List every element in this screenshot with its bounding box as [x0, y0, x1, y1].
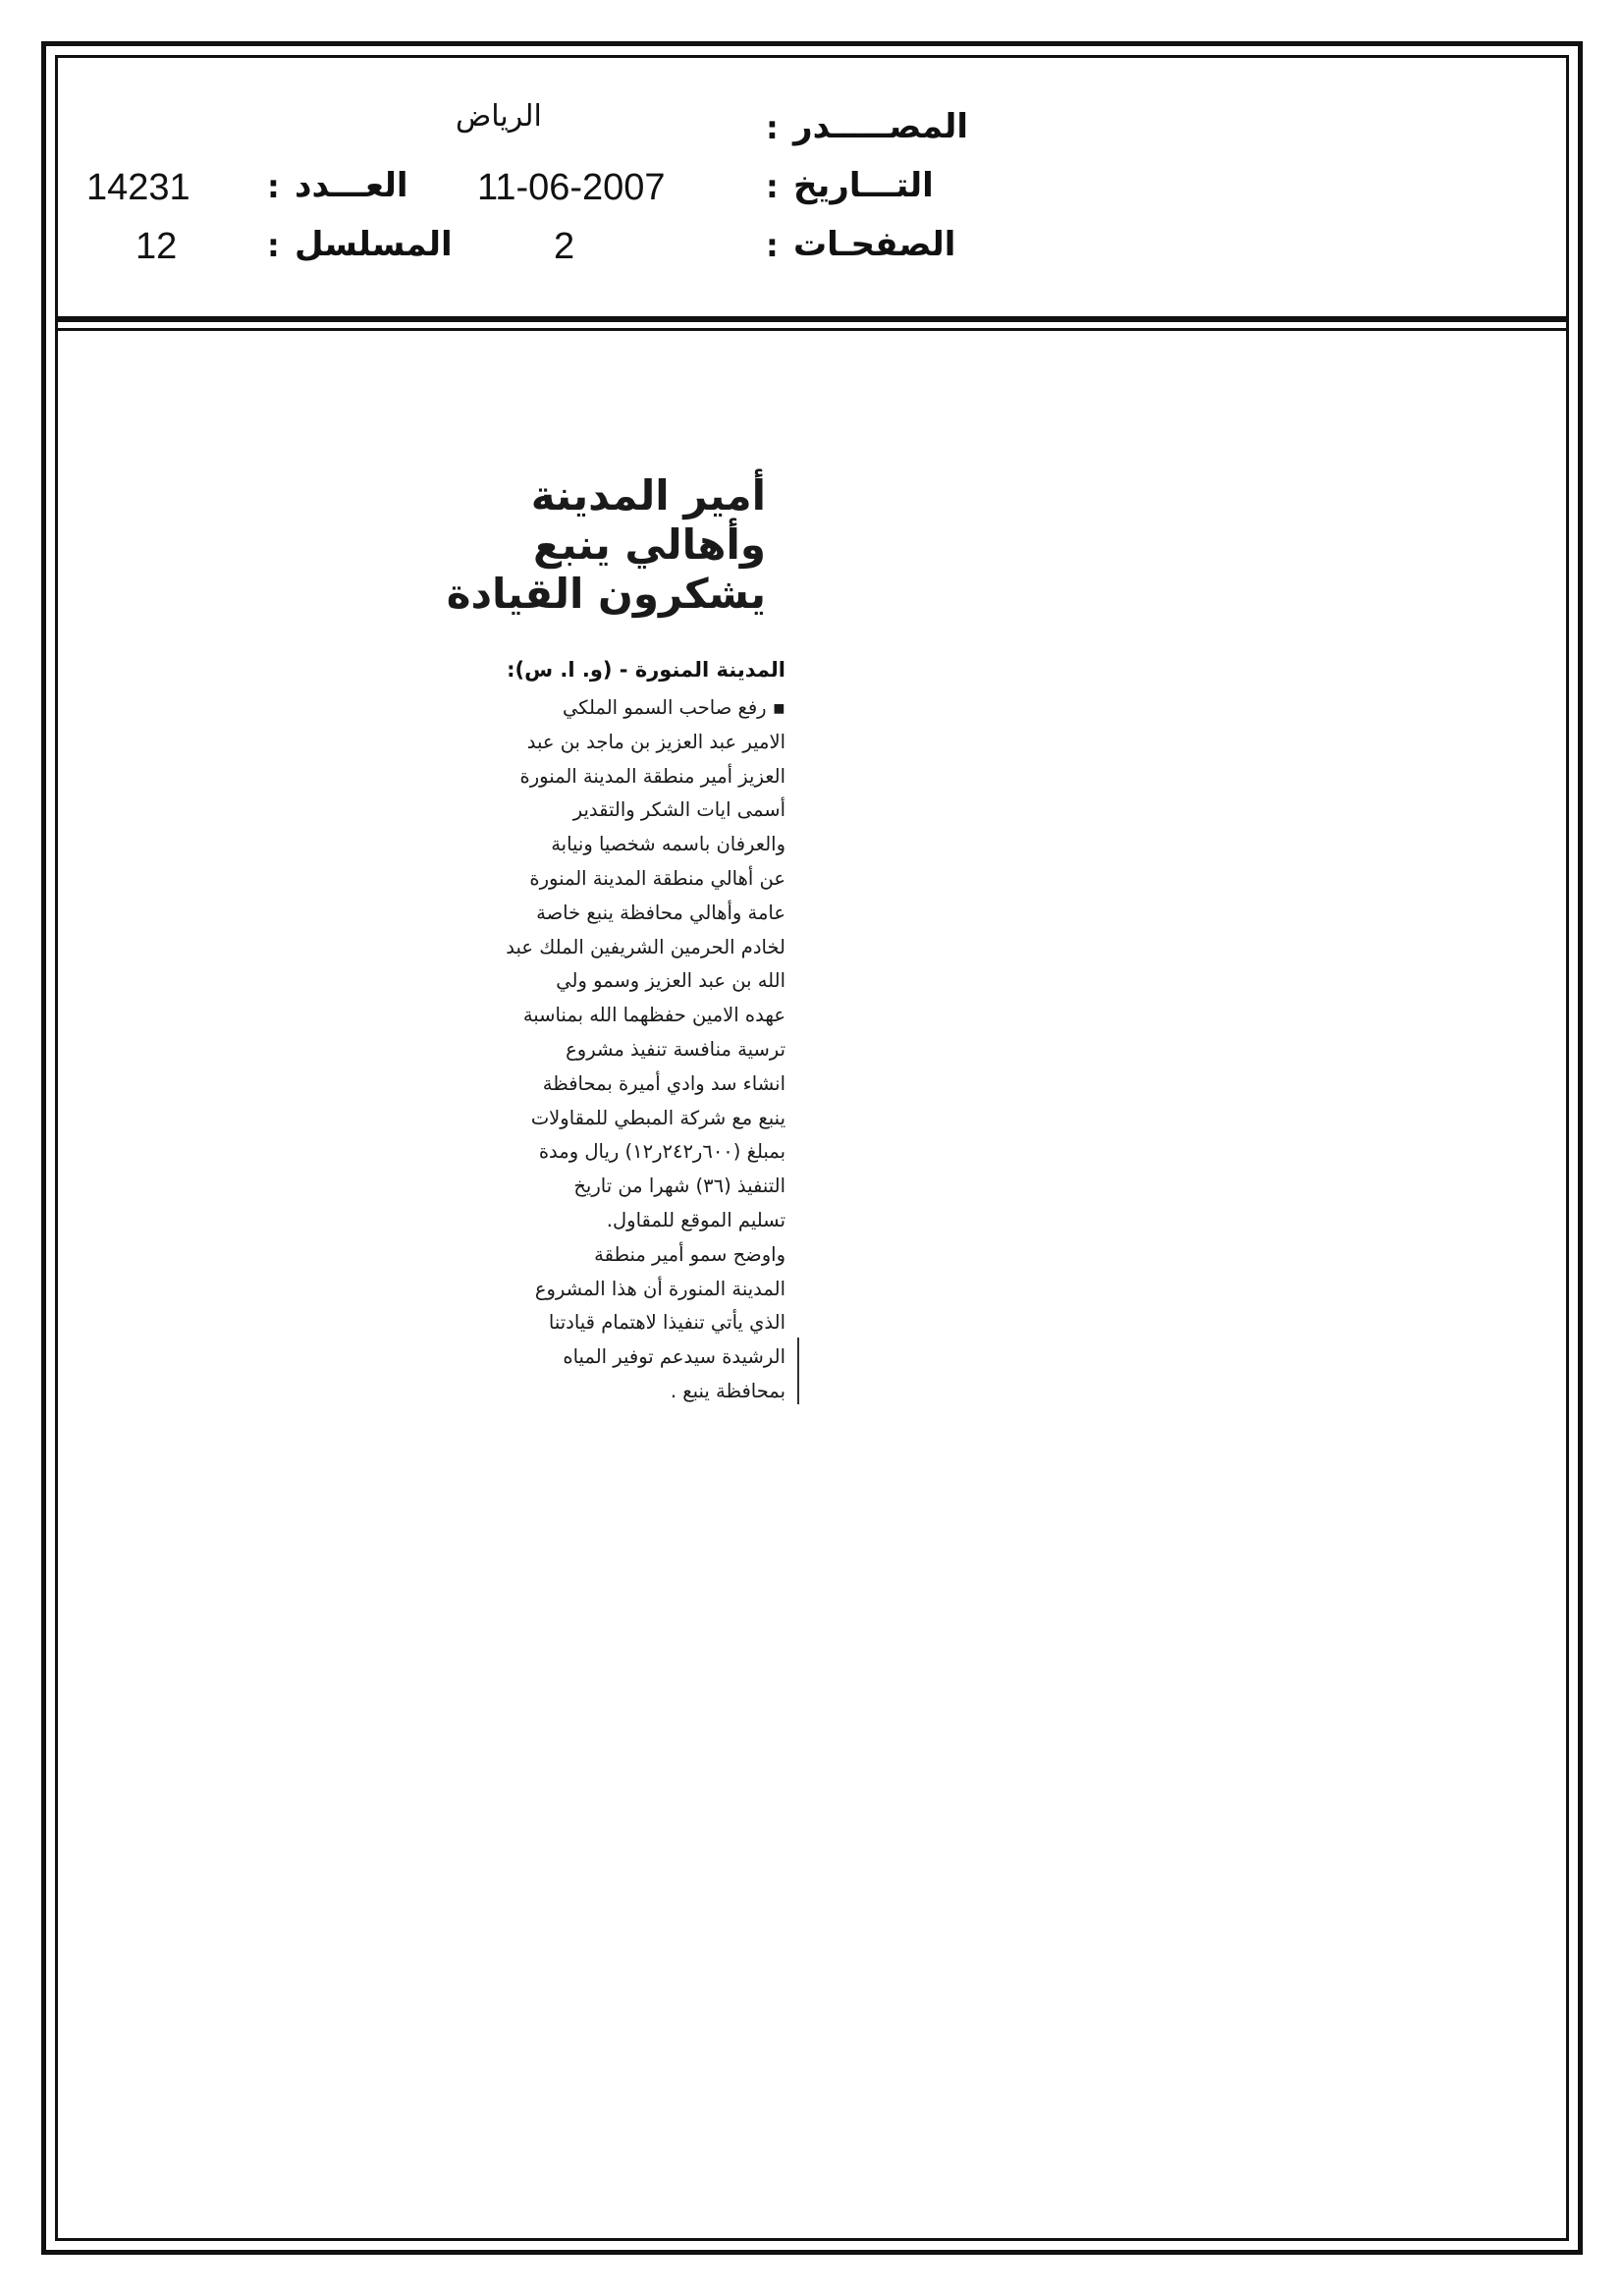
body-line: الذي يأتي تنفيذا لاهتمام قيادتنا	[548, 1311, 785, 1335]
body-line: ▪ رفع صاحب السمو الملكي	[562, 696, 785, 719]
column-rule	[797, 1338, 799, 1404]
pages-label: الصفحـات	[793, 225, 956, 264]
pages-colon: :	[766, 227, 779, 264]
header-divider	[55, 316, 1569, 322]
body-line: عهده الامين حفظهما الله بمناسبة	[522, 1004, 785, 1027]
source-colon: :	[766, 109, 779, 146]
body-line: ينبع مع شركة المبطي للمقاولات	[530, 1106, 785, 1129]
body-line: بمبلغ (٦٠٠ر٢٤٢ر١٢) ريال ومدة	[538, 1140, 785, 1164]
page-border-inner	[55, 55, 1569, 2241]
source-value: الرياض	[456, 99, 542, 134]
headline-line: أمير المدينة	[530, 471, 766, 519]
body-line: بمحافظة ينبع .	[670, 1379, 785, 1402]
body-line: والعرفان باسمه شخصيا ونيابة	[551, 833, 785, 856]
issue-colon: :	[267, 168, 280, 205]
body-line: الرشيدة سيدعم توفير المياه	[563, 1345, 785, 1369]
body-line: تسليم الموقع للمقاول.	[606, 1208, 785, 1231]
serial-value: 12	[135, 226, 178, 267]
date-label: التـــاريخ	[793, 166, 934, 205]
serial-colon: :	[267, 227, 280, 264]
date-colon: :	[766, 168, 779, 205]
article-dateline: المدينة المنورة - (و. ا. س):	[507, 658, 785, 682]
body-line: عامة وأهالي محافظة ينبع خاصة	[536, 901, 785, 924]
body-line: الله بن عبد العزيز وسمو ولي	[556, 969, 785, 993]
issue-value: 14231	[86, 167, 190, 208]
serial-label: المسلسل	[295, 225, 453, 264]
pages-value: 2	[554, 226, 575, 267]
body-line: واوضح سمو أمير منطقة	[594, 1242, 785, 1266]
body-line: ترسية منافسة تنفيذ مشروع	[566, 1037, 785, 1061]
date-value: 11-06-2007	[477, 167, 666, 208]
headline-line: وأهالي ينبع	[532, 520, 766, 569]
body-line: الامير عبد العزيز بن ماجد بن عبد	[526, 730, 785, 753]
body-line: التنفيذ (٣٦) شهرا من تاريخ	[573, 1175, 785, 1198]
body-line: العزيز أمير منطقة المدينة المنورة	[519, 764, 785, 788]
article-headline	[446, 471, 766, 619]
body-line: المدينة المنورة أن هذا المشروع	[534, 1277, 785, 1300]
body-line: أسمى ايات الشكر والتقدير	[572, 798, 785, 822]
body-line: عن أهالي منطقة المدينة المنورة	[529, 866, 785, 890]
article-body	[479, 691, 785, 1409]
headline-line: يشكرون القيادة	[446, 570, 766, 618]
source-label: المصـــــدر	[793, 107, 969, 146]
header-divider-thin	[55, 328, 1569, 331]
body-line: انشاء سد وادي أميرة بمحافظة	[542, 1071, 785, 1095]
issue-label: العـــدد	[295, 166, 408, 205]
body-line: لخادم الحرمين الشريفين الملك عبد	[506, 935, 785, 958]
